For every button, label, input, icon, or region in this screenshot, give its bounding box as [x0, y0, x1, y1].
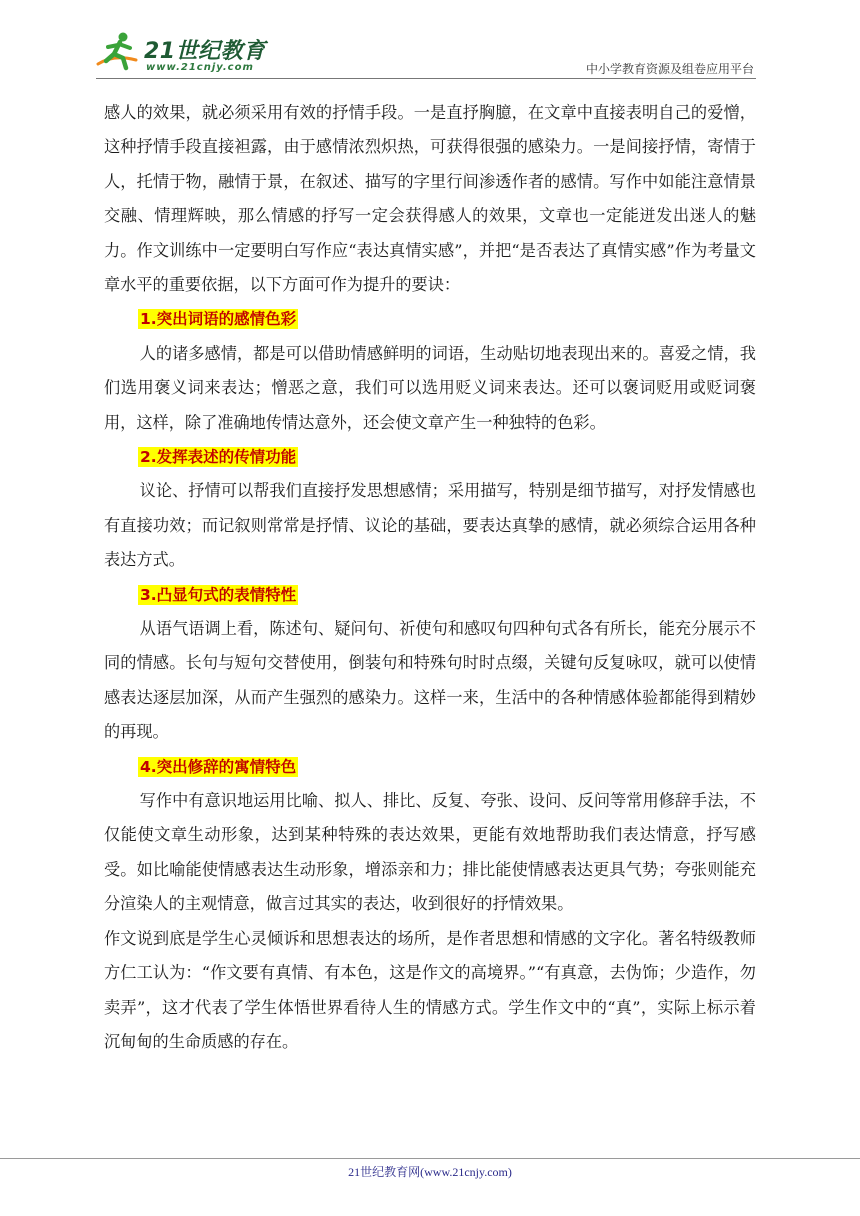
section-heading-1: 1.突出词语的感情色彩 [140, 310, 297, 329]
section-paragraph-1: 人的诸多感情，都是可以借助情感鲜明的词语，生动贴切地表现出来的。喜爱之情，我们选用褒义词来表达；憎恶之意，我们可以选用贬义词来表达。还可以褒词贬用或贬词褒用，这样，除了准确地传情达意外，还会使文章产生一种独特的色彩。 [104, 343, 756, 432]
section-paragraph-3: 从语气语调上看，陈述句、疑问句、祈使句和感叹句四种句式各有所长，能充分展示不同的情感。长句与短句交替使用，倒装句和特殊句时时点缀，关键句反复咏叹，就可以使情感表达逐层加深，从而产生强烈的感染力。这样一来，生活中的各种情感体验都能得到精妙的再现。 [104, 619, 756, 742]
section-heading-3: 3.凸显句式的表情特性 [140, 585, 297, 604]
section-4 [104, 750, 756, 922]
section-paragraph-4: 写作中有意识地运用比喻、拟人、排比、反复、夸张、设问、反问等常用修辞手法，不仅能使文章生动形象，达到某种特殊的表达效果，更能有效地帮助我们表达情意，抒写感受。如比喻能使情感表达生动形象，增添亲和力；排比能使情感表达更具气势；夸张则能充分渲染人的主观情意，做言过其实的表达，收到很好的抒情效果。 [104, 791, 756, 914]
section-paragraph-2: 议论、抒情可以帮我们直接抒发思想感情；采用描写，特别是细节描写，对抒发情感也有直接功效；而记叙则常常是抒情、议论的基础，要表达真挚的感情，就必须综合运用各种表达方式。 [104, 481, 756, 570]
page-footer [0, 1163, 860, 1180]
platform-text: 中小学教育资源及组卷应用平台 [585, 62, 754, 76]
section-heading-4: 4.突出修辞的寓情特色 [140, 757, 297, 776]
section-1 [104, 302, 756, 440]
runner-logo-icon [96, 30, 140, 74]
article-body [104, 96, 756, 1059]
footer-link[interactable]: 21世纪教育网(www.21cnjy.com) [348, 1165, 512, 1179]
page-header [0, 0, 860, 84]
site-logo[interactable] [96, 30, 286, 80]
section-heading-2: 2.发挥表述的传情功能 [140, 448, 297, 467]
section-2 [104, 440, 756, 578]
logo-title: 21世纪教育 [144, 39, 266, 64]
closing-paragraph: 作文说到底是学生心灵倾诉和思想表达的场所，是作者思想和情感的文字化。著名特级教师方仁工认为：“作文要有真情、有本色，这是作文的高境界。”“有真意，去伪饰；少造作，勿卖弄”，这才代表了学生体悟世界看待人生的情感方式。学生作文中的“真”，实际上标示着沉甸甸的生命质感的存在。 [104, 928, 756, 1051]
header-divider [96, 78, 756, 79]
footer-divider [0, 1158, 860, 1159]
intro-paragraph: 感人的效果，就必须采用有效的抒情手段。一是直抒胸臆，在文章中直接表明自己的爱憎，这种抒情手段直接袒露，由于感情浓烈炽热，可获得很强的感染力。一是间接抒情，寄情于人，托情于物，融情于景，在叙述、描写的字里行间渗透作者的感情。写作中如能注意情景交融、情理辉映，那么情感的抒写一定会获得感人的效果，文章也一定能迸发出迷人的魅力。作文训练中一定要明白写作应“表达真情实感”，并把“是否表达了真情实感”作为考量文章水平的重要依据，以下方面可作为提升的要诀： [104, 103, 756, 295]
logo-url: www.21cnjy.com [146, 62, 254, 73]
section-3 [104, 578, 756, 750]
